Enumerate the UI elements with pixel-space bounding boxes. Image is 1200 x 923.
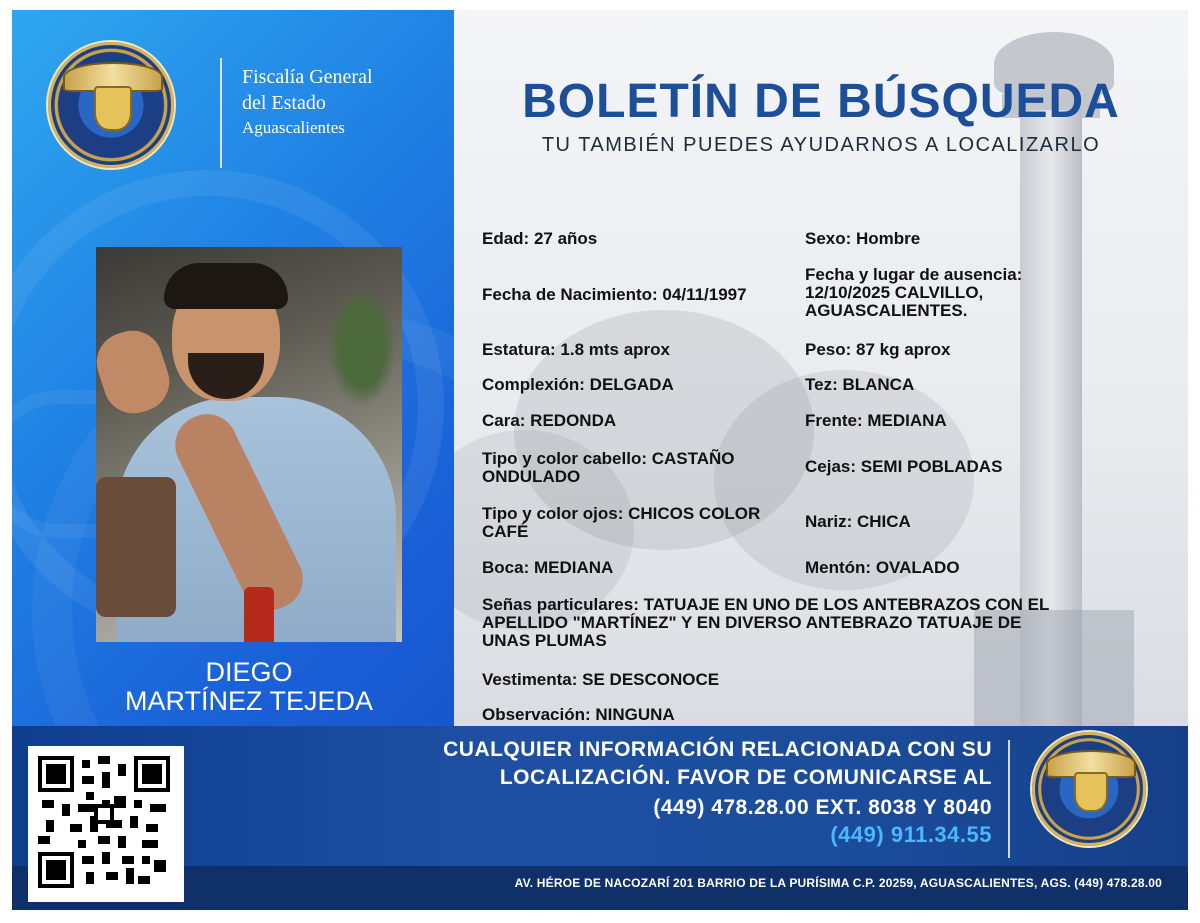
field-boca: Boca: MEDIANA: [482, 558, 614, 577]
cta-line1: CUALQUIER INFORMACIÓN RELACIONADA CON SU: [443, 738, 992, 761]
field-cejas: Cejas: SEMI POBLADAS: [805, 457, 1003, 476]
field-cara: Cara: REDONDA: [482, 411, 617, 430]
shield-icon: [94, 86, 132, 131]
office-address: AV. HÉROE DE NACOZARÍ 201 BARRIO DE LA PURÍSIMA C.P. 20259, AGUASCALIENTES, AGS. (449) 478.28.00: [514, 876, 1162, 890]
footer-divider: [1008, 740, 1010, 858]
bulletin-subtitle: TU TAMBIÉN PUEDES AYUDARNOS A LOCALIZARLO: [541, 134, 1101, 156]
field-senas-line2: APELLIDO "MARTÍNEZ" Y EN DIVERSO ANTEBRAZO TATUAJE DE: [482, 613, 1022, 632]
search-bulletin: [12, 10, 1188, 910]
field-ausencia-line3: AGUASCALIENTES.: [805, 301, 968, 320]
missing-person-photo: [96, 247, 402, 642]
field-cabello-line1: Tipo y color cabello: CASTAÑO: [482, 449, 735, 468]
field-ausencia: [805, 266, 1145, 320]
person-name: [96, 658, 402, 716]
bulletin-title: BOLETÍN DE BÚSQUEDA: [522, 75, 1120, 128]
org-name-line2: del Estado: [242, 92, 326, 114]
field-nariz: Nariz: CHICA: [805, 512, 911, 531]
person-name-line1: DIEGO: [205, 657, 293, 687]
field-observacion: Observación: NINGUNA: [482, 705, 675, 724]
field-senas-line1: Señas particulares: TATUAJE EN UNO DE LOS ANTEBRAZOS CON EL: [482, 595, 1050, 614]
field-complexion: Complexión: DELGADA: [482, 375, 674, 394]
field-ojos: [482, 505, 802, 541]
person-name-line2: MARTÍNEZ TEJEDA: [124, 686, 374, 716]
field-senas: [482, 596, 1162, 650]
field-sexo: Sexo: Hombre: [805, 229, 921, 248]
fiscalia-seal-icon: [1032, 732, 1146, 846]
field-menton: Mentón: OVALADO: [805, 558, 960, 577]
field-senas-line3: UNAS PLUMAS: [482, 631, 607, 650]
field-ausencia-line2: 12/10/2025 CALVILLO,: [805, 283, 984, 302]
field-ojos-line1: Tipo y color ojos: CHICOS COLOR: [482, 504, 761, 523]
field-cabello: [482, 450, 802, 486]
cta-line2: LOCALIZACIÓN. FAVOR DE COMUNICARSE AL: [499, 766, 992, 789]
field-estatura: Estatura: 1.8 mts aprox: [482, 340, 671, 359]
field-tez: Tez: BLANCA: [805, 375, 915, 394]
field-ausencia-line1: Fecha y lugar de ausencia:: [805, 265, 1023, 284]
field-cabello-line2: ONDULADO: [482, 467, 581, 486]
field-ojos-line2: CAFÉ: [482, 522, 529, 541]
header-divider: [220, 58, 222, 168]
contact-phone-secondary[interactable]: (449) 911.34.55: [830, 822, 992, 847]
org-name-line3: Aguascalientes: [242, 118, 345, 137]
field-nacimiento: Fecha de Nacimiento: 04/11/1997: [482, 285, 747, 304]
shield-icon: [1074, 772, 1108, 813]
fiscalia-seal-icon: [48, 42, 174, 168]
org-name-line1: Fiscalía General: [242, 66, 373, 88]
field-peso: Peso: 87 kg aprox: [805, 340, 951, 359]
contact-phone-primary[interactable]: (449) 478.28.00 EXT. 8038 Y 8040: [653, 796, 992, 819]
field-vestimenta: Vestimenta: SE DESCONOCE: [482, 670, 720, 689]
qr-code-icon[interactable]: [38, 756, 170, 888]
field-edad: Edad: 27 años: [482, 229, 598, 248]
field-frente: Frente: MEDIANA: [805, 411, 947, 430]
